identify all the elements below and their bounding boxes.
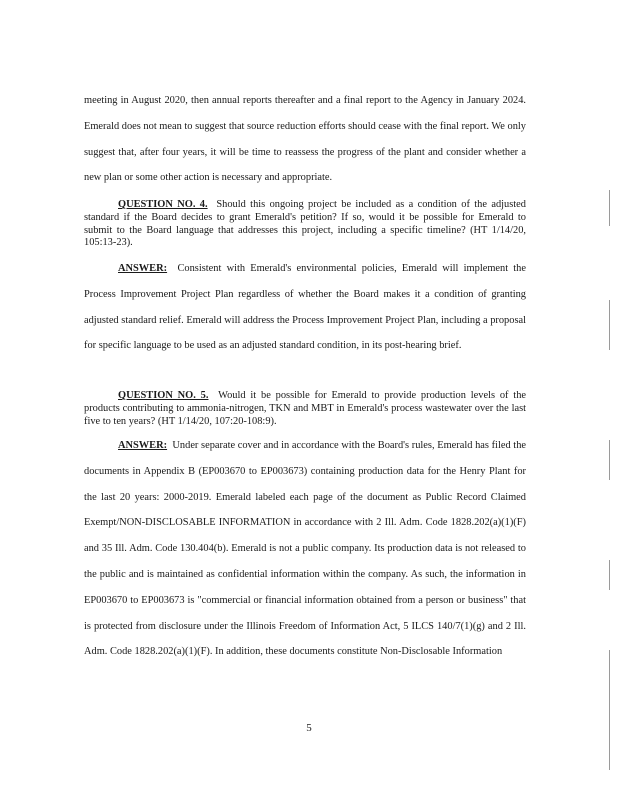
answer-5-paragraph — [84, 433, 526, 665]
question-5-heading: QUESTION NO. 5. — [118, 390, 209, 401]
scan-edge-mark — [609, 440, 610, 480]
question-4-heading: QUESTION NO. 4. — [118, 199, 208, 210]
question-5-paragraph — [84, 390, 526, 428]
answer-4-text: Consistent with Emerald's environmental policies, Emerald will implement the Process Improvement Project Plan regardless of whether the Board makes it a condition of granting adjusted standard relief. Emerald will address the Process Improvement Project Plan, including a proposal for specific language to be used as an adjusted standard condition, in its post-hearing brief. — [84, 263, 526, 352]
scan-edge-mark — [609, 650, 610, 770]
page-number: 5 — [306, 722, 312, 734]
scan-edge-mark — [609, 300, 610, 350]
continuation-paragraph — [84, 88, 526, 191]
question-5-text: Would it be possible for Emerald to provide production levels of the products contributing to ammonia-nitrogen, TKN and MBT in Emerald's process wastewater over the last five to ten years? (HT 1/14/20, 107:20-108:9). — [84, 390, 527, 427]
scan-edge-mark — [609, 190, 610, 226]
question-4-paragraph — [84, 199, 526, 250]
answer-4-heading: ANSWER: — [118, 263, 168, 274]
answer-5-heading: ANSWER: — [118, 440, 168, 451]
answer-4-paragraph — [84, 256, 526, 359]
paragraph-text: meeting in August 2020, then annual reports thereafter and a final report to the Agency in January 2024. Emerald does not mean to suggest that source reduction efforts should cease with the final report. We only suggest that, after four years, it will be time to reassess the progress of the plant and consider whether a new plan or some other action is necessary and appropriate. — [84, 95, 526, 184]
scan-edge-mark — [609, 560, 610, 590]
question-4-text: Should this ongoing project be included as a condition of the adjusted standard if the Board decides to grant Emerald's petition? If so, would it be possible for Emerald to submit to the Board language that addresses this project, including a specific timeline? (HT 1/14/20, 105:13-23). — [84, 199, 526, 249]
answer-5-text: Under separate cover and in accordance with the Board's rules, Emerald has filed the documents in Appendix B (EP003670 to EP003673) containing production data for the Henry Plant for the last 20 years: 2000-2019. Emerald labeled each page of the document as Public Record Claimed Exempt/NON-DISCLOSABLE INFORMATION in accordance with 2 Ill. Adm. Code 1828.202(a)(1)(F) and 35 Ill. Adm. Code 130.404(b). Emerald is not a public company. Its production data is not released to the public and is maintained as confidential information within the company. As such, the information in EP003670 to EP003673 is "commercial or financial information obtained from a person or business" that is protected from disclosure under the Illinois Freedom of Information Act, 5 ILCS 140/7(1)(g) and 2 Ill. Adm. Code 1828.202(a)(1)(F). In addition, these documents constitute Non-Disclosable Information — [84, 440, 527, 658]
